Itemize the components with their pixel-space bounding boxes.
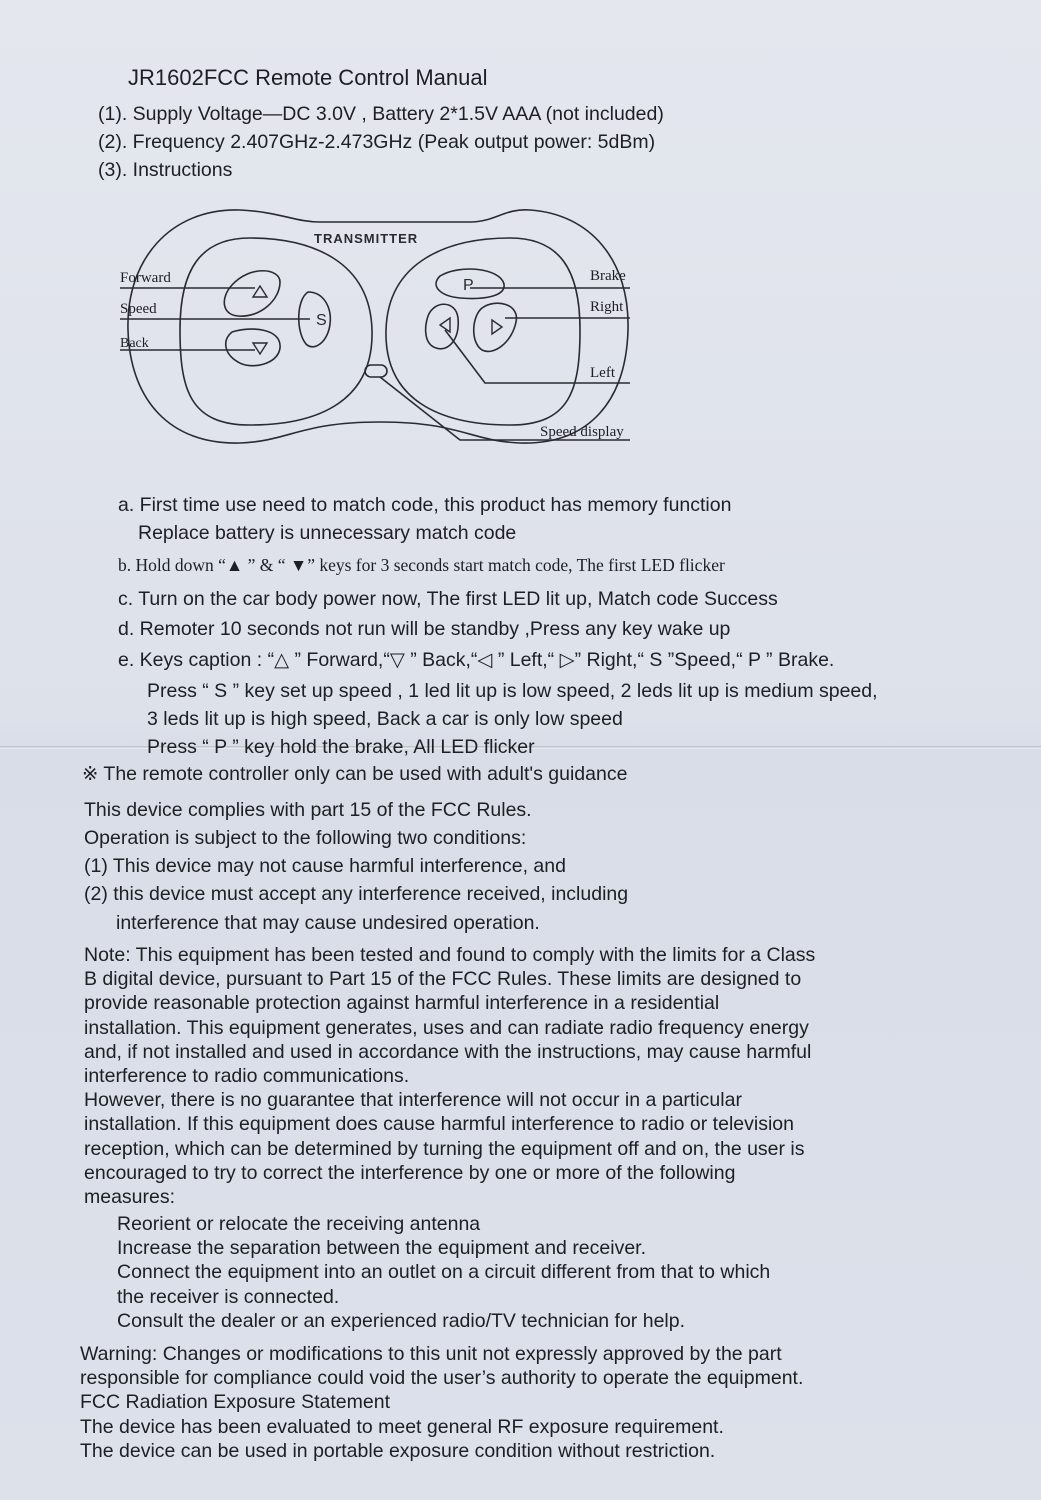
spec-supply-voltage: (1). Supply Voltage—DC 3.0V , Battery 2*1.5V AAA (not included) [98, 103, 664, 125]
right-arrow-icon [492, 320, 502, 334]
manual-title: JR1602FCC Remote Control Manual [128, 65, 488, 90]
forward-key [224, 271, 280, 316]
label-left: Left [590, 365, 615, 381]
fcc-measures-list: Reorient or relocate the receiving antenna Increase the separation between the equipment and receiver. Connect the equipment into an outlet on a circuit different from that to which the receiver is connected. Consult the dealer or an experienced radio/TV technician for help. [117, 1213, 771, 1332]
instruction-d: d. Remoter 10 seconds not run will be standby ,Press any key wake up [118, 618, 731, 640]
fcc-line-5: interference that may cause undesired operation. [116, 912, 540, 934]
fcc-line-4: (2) this device must accept any interference received, including [84, 883, 629, 905]
speed-key-letter: S [316, 312, 327, 329]
instruction-b: b. Hold down “▲ ” & “ ▼” keys for 3 seconds start match code, The first LED flicker [118, 555, 725, 575]
left-arrow-icon [440, 318, 450, 332]
instruction-c: c. Turn on the car body power now, The first LED lit up, Match code Success [118, 588, 778, 610]
brake-key-letter: P [463, 277, 474, 294]
spec-frequency: (2). Frequency 2.407GHz-2.473GHz (Peak output power: 5dBm) [98, 131, 656, 153]
instruction-e-line1: e. Keys caption : “△ ” Forward,“▽ ” Back,“◁ ” Left,“ ▷” Right,“ S ”Speed,“ P ” Brake. [118, 649, 835, 671]
back-key [226, 329, 280, 366]
label-forward: Forward [120, 270, 171, 286]
back-arrow-icon [253, 343, 267, 354]
spec-instructions-heading: (3). Instructions [98, 159, 233, 181]
transmitter-label: TRANSMITTER [314, 231, 419, 246]
remote-right-lobe [386, 238, 580, 425]
fcc-note-paragraph: Note: This equipment has been tested and found to comply with the limits for a Class B digital device, pursuant to Part 15 of the FCC Rules. These limits are designed to provide reasonable protection against harmful interference in a residential installation. This equipment generates, uses and can radiate radio frequency energy and, if not installed and used in accordance with the instructions, may cause harmful interference to radio communications. However, there is no guarantee that interference will not occur in a particular installation. If this equipment does cause harmful interference to radio or television reception, which can be determined by turning the equipment off and on, the user is encouraged to try to correct the interference by one or more of the following measures: [84, 944, 816, 1209]
adult-guidance-note: ※ The remote controller only can be used with adult's guidance [82, 763, 628, 785]
speed-display-led [365, 365, 387, 377]
instruction-a-line1: a. First time use need to match code, this product has memory function [118, 494, 732, 516]
label-brake: Brake [590, 268, 626, 284]
fcc-line-3: (1) This device may not cause harmful interference, and [84, 855, 566, 877]
label-speed: Speed [120, 301, 157, 317]
fcc-line-2: Operation is subject to the following two conditions: [84, 827, 527, 849]
remote-diagram [110, 200, 650, 460]
label-right: Right [590, 299, 624, 315]
forward-arrow-icon [253, 286, 267, 297]
instruction-e-line4: Press “ P ” key hold the brake, All LED flicker [147, 736, 535, 758]
remote-left-lobe [180, 238, 372, 425]
right-key [474, 303, 517, 351]
instruction-e-line2: Press “ S ” key set up speed , 1 led lit up is low speed, 2 leds lit up is medium speed, [147, 680, 878, 702]
remote-illustration [110, 200, 650, 460]
fcc-warning-paragraph: Warning: Changes or modifications to this unit not expressly approved by the part responsible for compliance could void the user’s authority to operate the equipment. FCC Radiation Exposure Statement The device has been evaluated to meet general RF exposure requirement. The device can be used in portable exposure condition without restriction. [80, 1343, 804, 1462]
fcc-line-1: This device complies with part 15 of the FCC Rules. [84, 799, 532, 821]
instruction-a-line2: Replace battery is unnecessary match code [138, 522, 517, 544]
instruction-e-line3: 3 leds lit up is high speed, Back a car is only low speed [147, 708, 623, 730]
label-speed-display: Speed display [540, 424, 624, 440]
label-back: Back [120, 336, 149, 351]
